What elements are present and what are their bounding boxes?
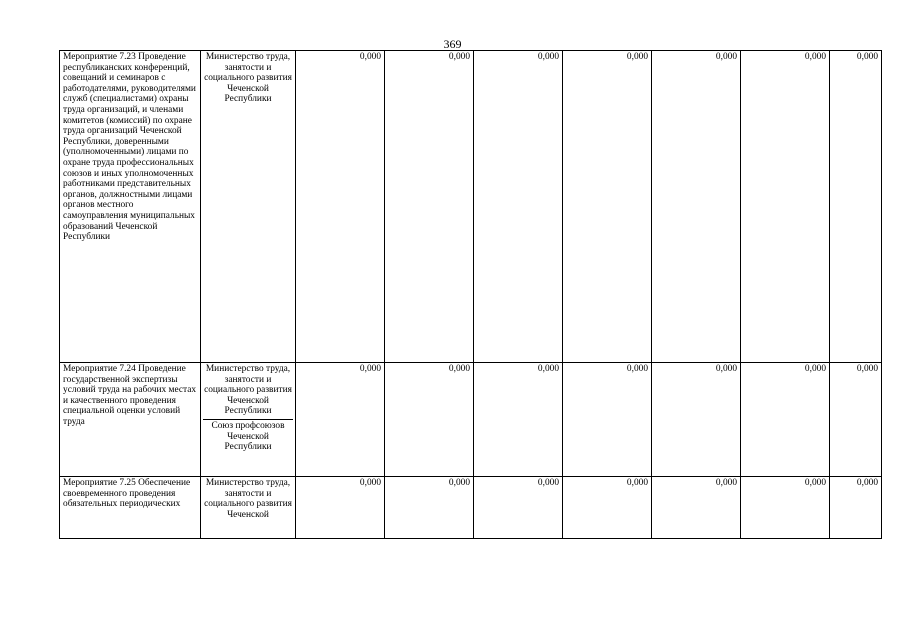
- value-cell: 0,000: [385, 51, 474, 363]
- activity-cell: Мероприятие 7.25 Обеспечение своевременного проведения обязательных периодических: [60, 477, 201, 539]
- page-number: 369: [443, 37, 462, 51]
- value-cell: 0,000: [830, 477, 882, 539]
- value-cell: 0,000: [474, 51, 563, 363]
- activity-cell: Мероприятие 7.23 Проведение республиканских конференций, совещаний и семинаров с работодателями, руководителями служб (специалистами) охраны труда организаций, и членами комитетов (комиссий) по охране труда организаций Чеченской Республики, доверенными (уполномоченными) лицами по охране труда профессиональных союзов и иных уполномоченных работниками представительных органов, должностными лицами органов местного самоуправления муниципальных образований Чеченской Республики: [60, 51, 201, 363]
- value-cell: 0,000: [741, 477, 830, 539]
- responsible-org: Министерство труда, занятости и социального развития Чеченской Республики: [204, 52, 292, 105]
- responsible-org: Союз профсоюзов Чеченской Республики: [203, 419, 293, 453]
- table-row: [60, 51, 882, 363]
- value-cell: 0,000: [296, 477, 385, 539]
- responsible-org-cell: [201, 51, 296, 363]
- value-cell: 0,000: [652, 477, 741, 539]
- value-cell: 0,000: [474, 363, 563, 477]
- value-cell: 0,000: [385, 477, 474, 539]
- value-cell: 0,000: [652, 51, 741, 363]
- value-cell: 0,000: [474, 477, 563, 539]
- table-row: [60, 477, 882, 539]
- responsible-org-cell: [201, 363, 296, 477]
- value-cell: 0,000: [830, 51, 882, 363]
- value-cell: 0,000: [741, 363, 830, 477]
- value-cell: 0,000: [563, 477, 652, 539]
- value-cell: 0,000: [652, 363, 741, 477]
- value-cell: 0,000: [296, 363, 385, 477]
- value-cell: 0,000: [830, 363, 882, 477]
- table-row: [60, 363, 882, 477]
- value-cell: 0,000: [385, 363, 474, 477]
- value-cell: 0,000: [296, 51, 385, 363]
- value-cell: 0,000: [563, 363, 652, 477]
- value-cell: 0,000: [563, 51, 652, 363]
- activity-cell: Мероприятие 7.24 Проведение государственной экспертизы условий труда на рабочих местах и качественного проведения специальной оценки условий труда: [60, 363, 201, 477]
- responsible-org-cell: [201, 477, 296, 539]
- responsible-org: Министерство труда, занятости и социального развития Чеченской: [204, 478, 292, 520]
- measures-table: [59, 50, 882, 539]
- responsible-org: Министерство труда, занятости и социального развития Чеченской Республики: [204, 364, 292, 417]
- value-cell: 0,000: [741, 51, 830, 363]
